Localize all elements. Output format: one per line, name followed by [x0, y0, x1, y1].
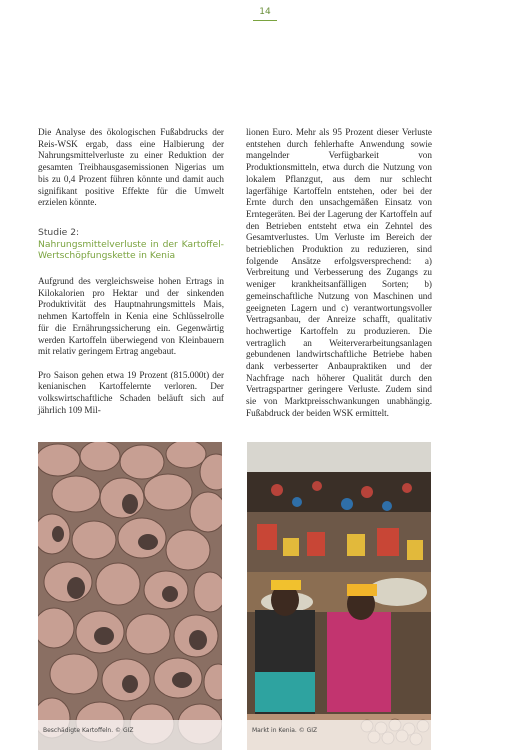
study-number: Studie 2:: [38, 226, 80, 238]
paragraph-loss-figures: Pro Saison gehen etwa 19 Prozent (815.000t) der kenianischen Kartoffelernte verloren. Der volkswirtschaftliche Schaden beläuft sich auf jährlich 109 Mil-: [38, 369, 224, 415]
page-number-rule: [253, 20, 277, 21]
photo-caption-market: Markt in Kenia. © GIZ: [247, 720, 431, 750]
potatoes-illustration: [38, 442, 222, 750]
paragraph-loss-causes: lionen Euro. Mehr als 95 Prozent dieser Verluste entstehen durch fehlerhafte Anwendung sowie mangelnder Verfügbarkeit von Produktionsmitteln, etwa durch die Nutzung von lokalem Pflanzgut, aus dem nur schlecht lagerfähige Kartoffeln entstehen, oder bei der Ernte durch den unsachgemäßen Einsatz von Erntegeräten. Bei der Lagerung der Kartoffeln auf den Betrieben entsteht etwa ein Zehntel des Gesamtverlustes. Um Verluste im Bereich der betrieblichen Produktion zu reduzieren, sind folgende Ansätze erfolgsversprechend: a) Verbreitung und Verbesserung des Zugangs zu weniger krankheitsanfälligen Sorten; b) gemeinschaftliche Nutzung von Maschinen und geeigneten Lagern und c) verantwortungsvoller Vertragsanbau, der Anreize schafft, qualitativ hochwertige Kartoffeln zu produzieren. Die vertraglich an Weiterverarbeitungsanlagen gebundenen landwirtschaftliche Betriebe haben dank verbesserter Anbaupraktiken und der Nachfrage nach höherer Qualität durch den Vertragspartner geringere Verluste. Zudem sind sie von Marktpreisschwankungen unabhängig. Fußabdruck der beiden WSK ermittelt.: [246, 127, 432, 418]
right-text-column: [246, 127, 432, 431]
intro-paragraph: Die Analyse des ökologischen Fußabdrucks der Reis-WSK ergab, dass eine Halbierung der Nahrungsmittelverluste zu einer Reduktion der gesamten Treibhausgasemissionen Nigerias um bis zu 0,4 Prozent führen könnte und damit auch signifikant positive Effekte für die Umwelt erzielen könnte.: [38, 127, 224, 208]
photo-caption-potatoes: Beschädigte Kartoffeln. © GIZ: [38, 720, 222, 750]
left-text-column: [38, 127, 224, 428]
kenya-market-photo: [247, 442, 431, 750]
page-number: 14: [259, 7, 271, 17]
study-heading: [38, 227, 224, 262]
study-title: Nahrungsmittelverluste in der Kartoffel-Wertschöpfungskette in Kenia: [38, 238, 224, 262]
market-illustration: [247, 442, 431, 750]
damaged-potatoes-photo: [38, 442, 222, 750]
paragraph-potato-role: Aufgrund des vergleichsweise hohen Ertrags in Kilokalorien pro Hektar und der sinkenden Produktivität des Hauptnahrungsmittels Mais, nehmen Kartoffeln in Kenia eine Schlüsselrolle für die Ernährungssicherung ein. Gegenwärtig werden Kartoffeln überwiegend von Kleinbauern mit relativ geringem Ertrag angebaut.: [38, 276, 224, 357]
